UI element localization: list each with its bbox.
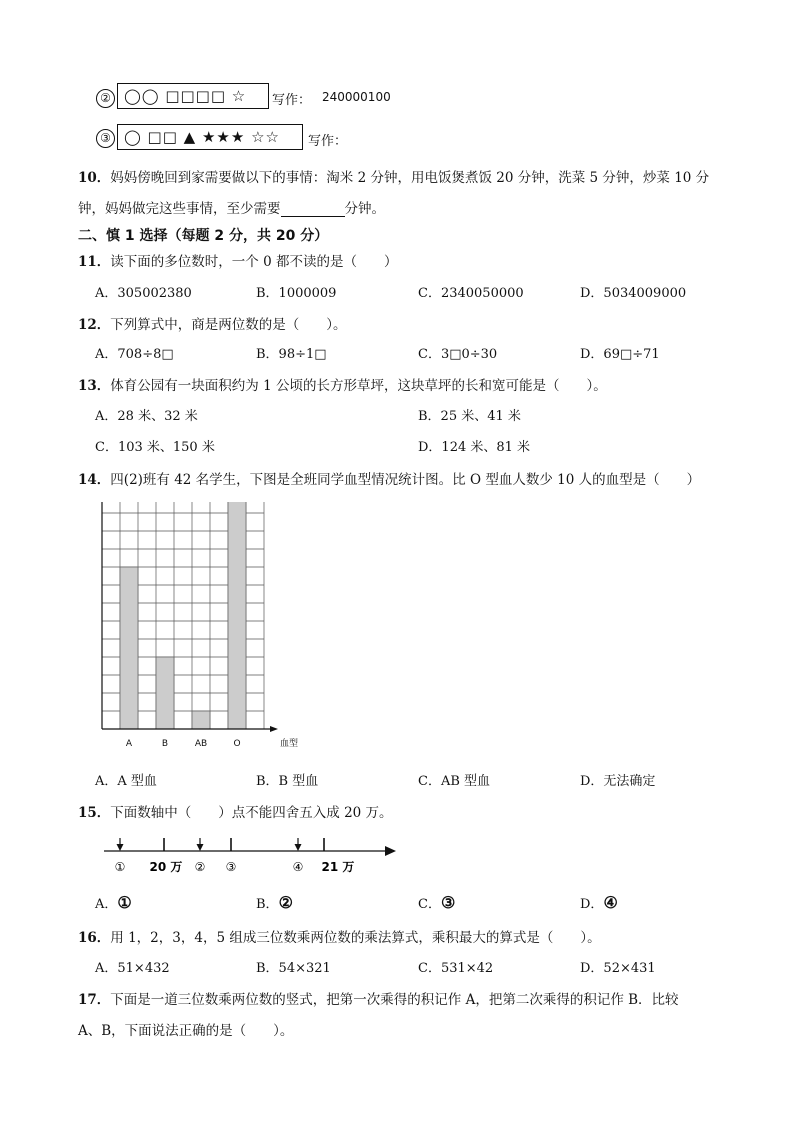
question-number: 10． — [78, 170, 111, 186]
answer-blank[interactable] — [281, 202, 345, 217]
question-number: 14． — [78, 472, 111, 488]
question-text: 下面是一道三位数乘两位数的竖式，把第一次乘得的积记作 A，把第二次乘得的积记作 B．比较 — [110, 992, 679, 1008]
axis-label: ③ — [225, 860, 237, 874]
option-mark: ② — [278, 893, 293, 912]
axis-label: 20 万 — [149, 860, 183, 874]
axis-label: ① — [114, 860, 126, 874]
category-label: AB — [194, 739, 208, 749]
option-d[interactable]: D．52×431 — [580, 961, 656, 976]
option-c[interactable]: C．531×42 — [418, 961, 494, 976]
question-text: 妈妈傍晚回到家需要做以下的事情：淘米 2 分钟，用电饭煲煮饭 20 分钟，洗菜 5 分钟，炒菜 10 分 — [110, 170, 710, 186]
item-number: ② — [96, 89, 115, 108]
option-a[interactable]: A．A 型血 — [95, 774, 157, 789]
option-a[interactable]: A．28 米、32 米 — [95, 409, 198, 424]
option-c[interactable]: C．3□0÷30 — [418, 347, 498, 362]
item-number: ③ — [96, 129, 115, 148]
question-text: 体育公园有一块面积约为 1 公顷的长方形草坪，这块草坪的长和宽可能是（ ）。 — [110, 378, 607, 394]
question-16 — [78, 926, 601, 946]
option-b[interactable]: B．54×321 — [256, 961, 331, 976]
question-13 — [78, 374, 607, 394]
option-b[interactable]: B．B 型血 — [256, 774, 319, 789]
option-c[interactable]: C．2340050000 — [418, 286, 524, 301]
option-letter: D． — [580, 897, 604, 912]
question-11 — [78, 250, 397, 270]
question-number: 12． — [78, 317, 111, 333]
question-15 — [78, 801, 393, 821]
axis-label: 21 万 — [321, 860, 355, 874]
symbol-box: ◯◯ □□□□ ☆ — [117, 83, 269, 109]
option-d[interactable]: D．124 米、81 米 — [418, 440, 531, 455]
option-d[interactable]: D．5034009000 — [580, 286, 687, 301]
option-d[interactable]: D．69□÷71 — [580, 347, 660, 362]
question-number: 13． — [78, 378, 111, 394]
question-17-line2 — [78, 1019, 293, 1039]
question-number: 11． — [78, 254, 111, 270]
question-text: 下面数轴中（ ）点不能四舍五入成 20 万。 — [110, 805, 393, 821]
option-a[interactable]: A．51×432 — [95, 961, 170, 976]
category-label: B — [161, 739, 169, 749]
category-label: A — [125, 739, 133, 749]
bar-a — [120, 567, 138, 729]
question-number: 16． — [78, 930, 111, 946]
question-10-line2 — [78, 197, 385, 217]
option-b[interactable] — [256, 893, 293, 912]
arrow-marker-2 — [197, 844, 204, 851]
question-14 — [78, 468, 700, 488]
bar-ab — [192, 711, 210, 729]
question-text: 分钟。 — [344, 201, 385, 217]
question-text: 下列算式中，商是两位数的是（ ）。 — [110, 317, 347, 333]
option-a[interactable]: A．305002380 — [95, 286, 192, 301]
option-a[interactable]: A．708÷8□ — [95, 347, 174, 362]
option-c[interactable]: C．103 米、150 米 — [95, 440, 215, 455]
question-text: 四(2)班有 42 名学生，下图是全班同学血型情况统计图。比 O 型血人数少 10 人的血型是（ ） — [110, 472, 701, 488]
option-c[interactable]: C．AB 型血 — [418, 774, 491, 789]
axis-arrow — [385, 846, 396, 856]
question-number: 17． — [78, 992, 111, 1008]
question-text: 用 1，2，3，4，5 组成三位数乘两位数的乘法算式，乘积最大的算式是（ ）。 — [110, 930, 601, 946]
symbol-box: ◯ □□ ▲ ★★★ ☆☆ — [117, 124, 303, 150]
option-d[interactable]: D．无法确定 — [580, 774, 656, 789]
option-d[interactable] — [580, 893, 618, 912]
number-line — [100, 834, 410, 880]
option-b[interactable]: B．1000009 — [256, 286, 337, 301]
category-label: O — [233, 739, 241, 749]
option-letter: B． — [256, 897, 279, 912]
x-axis-label: 血型 — [280, 739, 299, 749]
x-axis-arrow — [270, 726, 278, 732]
question-text: 读下面的多位数时，一个 0 都不读的是（ ） — [110, 254, 398, 270]
option-letter: C． — [418, 897, 441, 912]
write-answer: 240000100 — [322, 90, 391, 104]
question-10-line1 — [78, 166, 709, 186]
option-letter: A． — [95, 897, 118, 912]
option-c[interactable] — [418, 893, 455, 912]
blood-type-bar-chart — [92, 502, 312, 752]
option-mark: ① — [117, 893, 132, 912]
question-number: 15． — [78, 805, 111, 821]
axis-label: ④ — [292, 860, 304, 874]
section-heading: 二、慎 1 选择（每题 2 分，共 20 分） — [78, 228, 329, 244]
arrow-marker-4 — [295, 844, 302, 851]
question-text: 钟，妈妈做完这些事情，至少需要 — [78, 201, 281, 217]
bar-b — [156, 657, 174, 729]
write-label: 写作： — [308, 134, 348, 149]
write-label: 写作： — [272, 93, 312, 108]
option-mark: ③ — [440, 893, 456, 912]
option-b[interactable]: B．98÷1□ — [256, 347, 327, 362]
bar-o — [228, 502, 246, 729]
option-a[interactable] — [95, 893, 132, 912]
axis-label: ② — [194, 860, 206, 874]
question-12 — [78, 313, 347, 333]
arrow-marker-1 — [117, 844, 124, 851]
option-mark: ④ — [603, 893, 618, 912]
chart-bars — [120, 502, 246, 729]
option-b[interactable]: B．25 米、41 米 — [418, 409, 521, 424]
question-text: A、B，下面说法正确的是（ ）。 — [78, 1023, 294, 1039]
question-17-line1 — [78, 988, 679, 1008]
